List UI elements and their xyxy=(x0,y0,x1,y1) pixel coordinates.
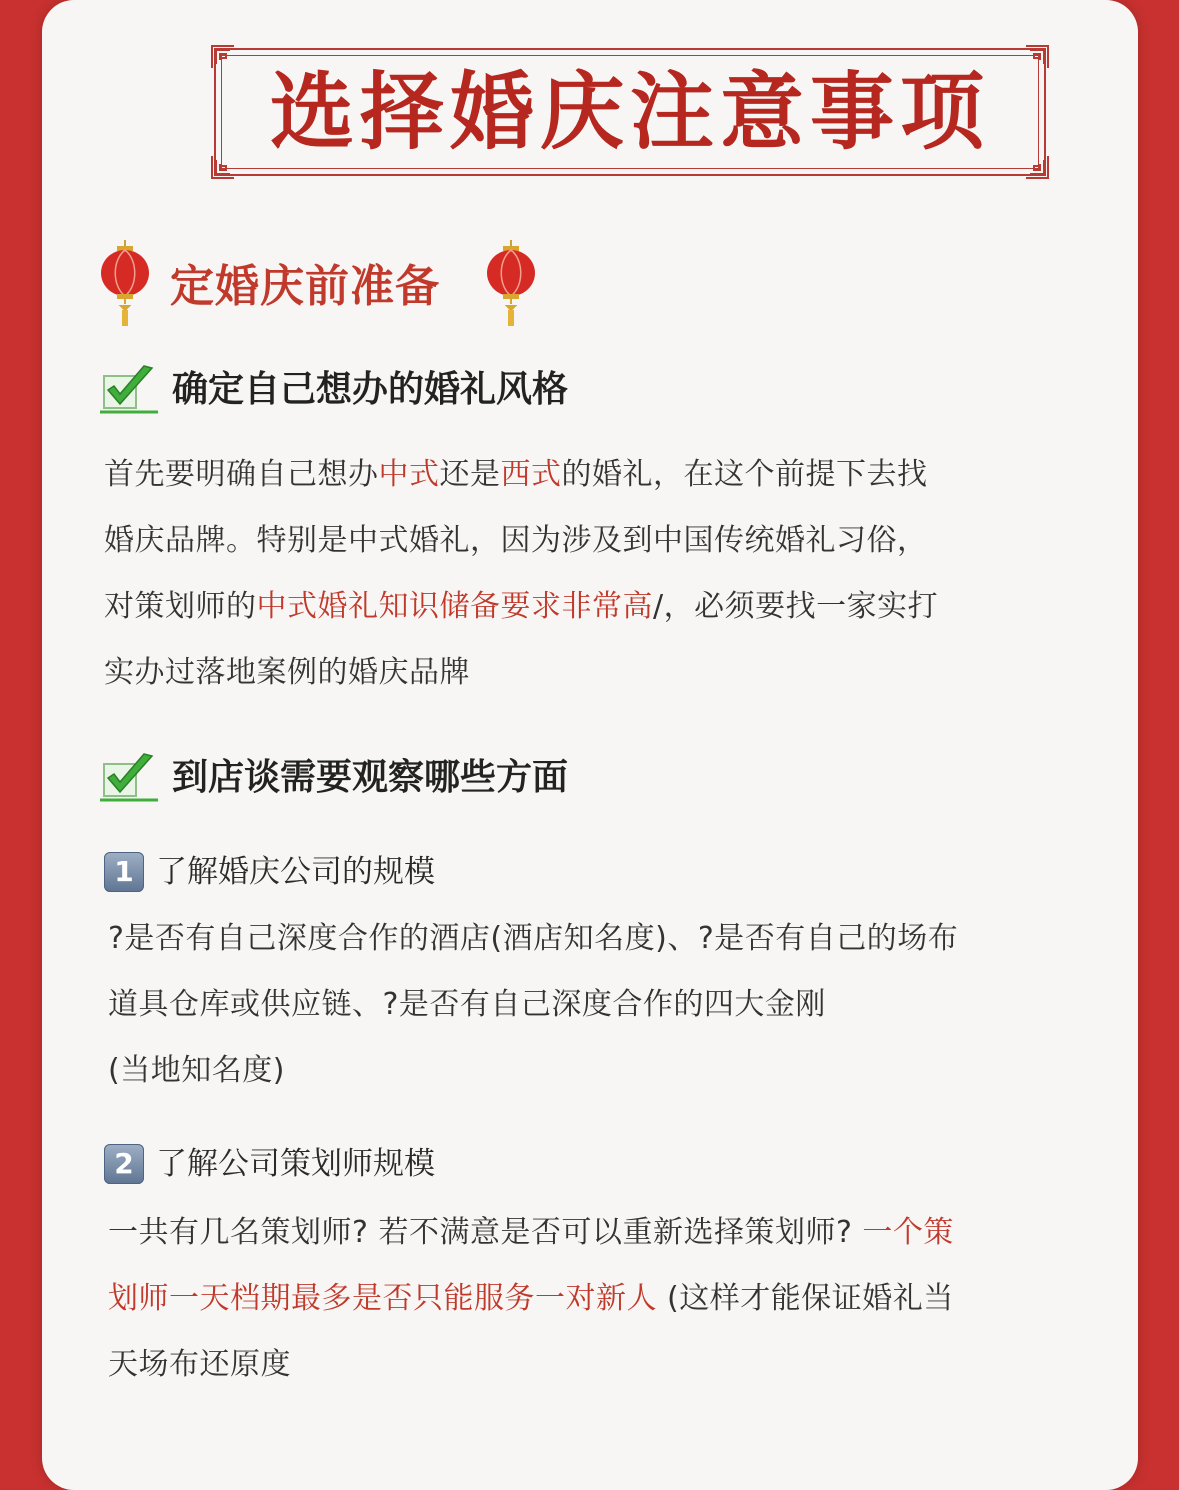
text-line xyxy=(108,906,958,972)
text-line xyxy=(108,1200,954,1266)
check-heading-label: 到店谈需要观察哪些方面 xyxy=(172,757,569,798)
title-frame xyxy=(214,48,1046,176)
keycap-2-icon: 2 xyxy=(104,1144,144,1184)
highlight-text: 划师一天档期最多是否只能服务一对新人 xyxy=(108,1281,657,1316)
text-line xyxy=(108,1266,954,1332)
item-label: 了解婚庆公司的规模 xyxy=(156,854,435,890)
text-line xyxy=(104,640,938,706)
lantern-icon xyxy=(100,240,150,328)
keycap-1-icon: 1 xyxy=(104,852,144,892)
text-line xyxy=(108,1038,958,1104)
highlight-text: 一个策 xyxy=(862,1215,954,1250)
body-text: 对策划师的 xyxy=(104,589,257,624)
body-text: (当地知名度) xyxy=(108,1053,285,1088)
body-text: ?是否有自己深度合作的酒店(酒店知名度)、?是否有自己的场布 xyxy=(108,921,959,956)
highlight-text: 中式婚礼知识储备要求非常高 xyxy=(256,589,653,624)
text-line xyxy=(104,508,938,574)
planner-paragraph xyxy=(108,1200,954,1398)
checkmark-icon xyxy=(100,364,158,416)
section-title: 定婚庆前准备 xyxy=(170,261,440,312)
body-text: 还是 xyxy=(439,457,501,492)
text-line xyxy=(108,1332,954,1398)
highlight-text: 中式 xyxy=(378,457,440,492)
page-title: 选择婚庆注意事项 xyxy=(269,62,990,161)
body-text: /，必须要找一家实打 xyxy=(653,589,939,624)
text-line xyxy=(104,442,938,508)
body-text: 的婚礼，在这个前提下去找 xyxy=(561,457,928,492)
check-heading-label: 确定自己想办的婚礼风格 xyxy=(172,369,569,410)
style-paragraph xyxy=(104,442,938,706)
content-card xyxy=(42,0,1138,1490)
checkmark-icon xyxy=(100,752,158,804)
highlight-text: 西式 xyxy=(500,457,562,492)
body-text: 天场布还原度 xyxy=(108,1347,291,1382)
text-line xyxy=(108,972,958,1038)
body-text: (这样才能保证婚礼当 xyxy=(657,1281,954,1316)
item-label: 了解公司策划师规模 xyxy=(156,1146,435,1182)
body-text: 首先要明确自己想办 xyxy=(104,457,379,492)
body-text: 一共有几名策划师? 若不满意是否可以重新选择策划师? xyxy=(108,1215,863,1250)
lantern-icon xyxy=(486,240,536,328)
text-line xyxy=(104,574,938,640)
scale-paragraph xyxy=(108,906,958,1104)
body-text: 婚庆品牌。特别是中式婚礼，因为涉及到中国传统婚礼习俗， xyxy=(104,523,928,558)
body-text: 实办过落地案例的婚庆品牌 xyxy=(104,655,470,690)
body-text: 道具仓库或供应链、?是否有自己深度合作的四大金刚 xyxy=(108,987,826,1022)
